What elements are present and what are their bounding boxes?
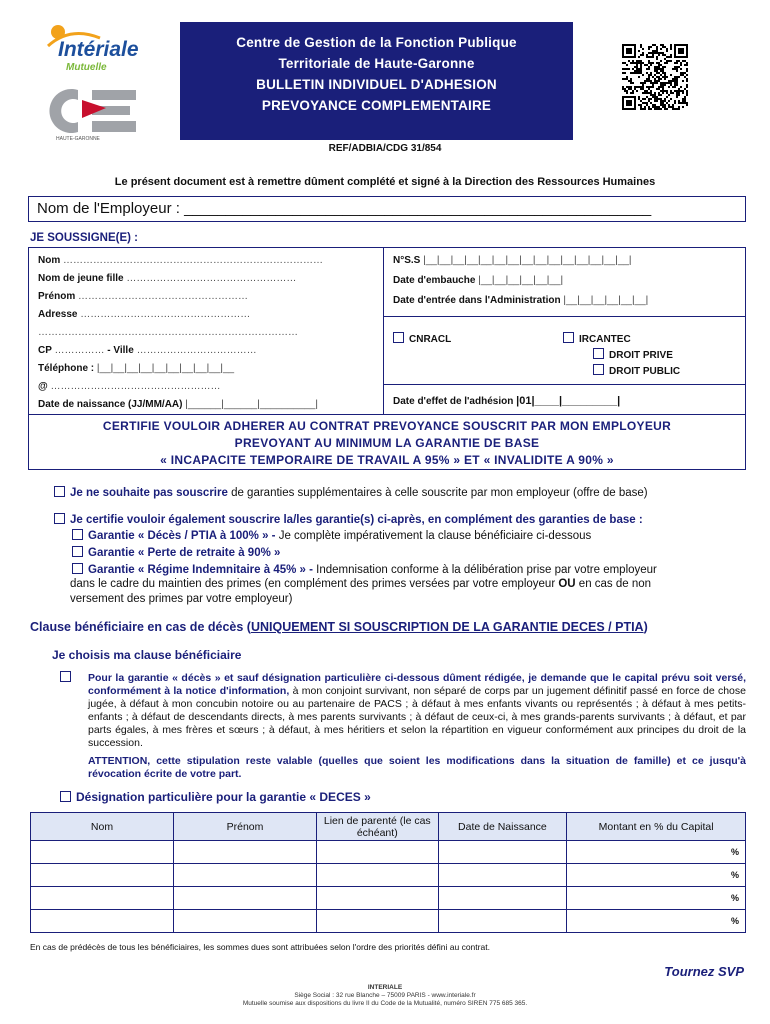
cg31-logo (48, 88, 146, 142)
option-yes-subscription[interactable] (54, 513, 643, 526)
no-sub-rest: de garanties supplémentaires à celle souscrite par mon employeur (offre de base) (227, 487, 648, 499)
cnracl-label: CNRACL (409, 334, 452, 345)
clause-paragraph (88, 672, 746, 750)
turn-over-note: Tournez SVP (664, 964, 744, 979)
col-prenom: Prénom (174, 813, 317, 841)
cnracl-checkbox[interactable] (393, 332, 451, 345)
no-sub-bold: Je ne souhaite pas souscrire (70, 487, 228, 499)
ircantec-checkbox[interactable] (563, 332, 631, 345)
no-sub-checkbox[interactable] (54, 486, 65, 497)
svg-text:Intériale: Intériale (58, 38, 139, 61)
certif-line-2: PREVOYANT AU MINIMUM LA GARANTIE DE BASE (234, 436, 540, 450)
col-montant: Montant en % du Capital (567, 813, 746, 841)
embauche-boxes: |__|__|__|__|__|__| (478, 275, 564, 286)
intro-text: Le présent document est à remettre dûment complété et signé à la Direction des Ressources Humaines (114, 176, 656, 188)
g3-rest-3: versement des primes par votre employeur) (70, 593, 293, 605)
adresse-label: Adresse (38, 309, 78, 320)
cp-ville-field[interactable] (38, 345, 257, 356)
header-title-box (180, 22, 573, 140)
g3-rest-1: Indemnisation conforme à la délibération prise par votre employeur (312, 564, 657, 576)
clause-standard-checkbox[interactable] (60, 671, 76, 684)
header-line-4: PREVOYANCE COMPLEMENTAIRE (261, 98, 492, 113)
email-dots: …………………………………………… (50, 381, 221, 392)
cnracl-box[interactable] (393, 332, 404, 343)
adresse-dots-2: …………………………………………………………………… (38, 327, 298, 338)
g3-ou: OU (558, 578, 576, 590)
nom-dots: …………………………………………………………………… (63, 255, 324, 266)
identity-form (28, 247, 746, 415)
email-field[interactable] (38, 381, 221, 392)
beneficiary-table (30, 812, 746, 933)
g1-rest: Je complète impérativement la clause bénéficiaire ci-dessous (275, 530, 592, 542)
footer-line-2: Siège Social : 32 rue Blanche – 75009 PARIS - www.interiale.fr (294, 992, 476, 999)
droit-public-box[interactable] (593, 364, 604, 375)
telephone-field[interactable] (38, 363, 234, 374)
montant-cell[interactable]: % (567, 887, 746, 910)
designation-label: Désignation particulière pour la garantie « DECES » (76, 790, 371, 804)
clause-choose: Je choisis ma clause bénéficiaire (52, 648, 242, 662)
cp-dots: …………… (54, 345, 105, 356)
naissance-boxes: |______|______|__________| (185, 399, 319, 410)
garantie-deces-option[interactable] (72, 529, 591, 542)
nss-boxes: |__|__|__|__|__|__|__|__|__|__|__|__|__|__|__| (423, 255, 632, 266)
col-date-naissance: Date de Naissance (438, 813, 567, 841)
table-row[interactable] (31, 864, 746, 887)
clause-standard-box[interactable] (60, 671, 71, 682)
clause-title (30, 620, 648, 634)
montant-cell[interactable]: % (567, 910, 746, 933)
ville-label: - Ville (107, 345, 134, 356)
designation-option[interactable] (60, 790, 371, 804)
table-header-row (31, 813, 746, 841)
effet-label: Date d'effet de l'adhésion (393, 396, 514, 407)
droit-public-checkbox[interactable] (593, 364, 680, 377)
g2-bold: Garantie « Perte de retraite à 90% » (88, 547, 281, 559)
montant-cell[interactable]: % (567, 864, 746, 887)
footer-line-1: INTERIALE (367, 984, 403, 991)
regime-checkbox[interactable] (72, 563, 83, 574)
nss-field[interactable] (393, 255, 632, 266)
clause-title-text: Clause bénéficiaire en cas de décès ( (30, 620, 251, 634)
g1-bold: Garantie « Décès / PTIA à 100% » - (88, 530, 276, 542)
qr-code (622, 44, 688, 110)
embauche-label: Date d'embauche (393, 275, 476, 286)
interiale-logo (40, 20, 160, 80)
header-line-1: Centre de Gestion de la Fonction Publique (236, 35, 517, 50)
svg-text:HAUTE-GARONNE: HAUTE-GARONNE (56, 136, 100, 142)
adresse-dots: …………………………………………… (80, 309, 251, 320)
prenom-field[interactable] (38, 291, 248, 302)
clause-para-bold: Pour la garantie « décès » et sauf désignation particulière ci-dessous dûment rédigée, je demande que le capital prévu soit versé, conformément à la notice d'information, (88, 672, 746, 697)
option-no-subscription[interactable] (54, 486, 648, 499)
g3-rest-2: dans le cadre du maintien des primes (en complément des primes versées par votre employeur (70, 578, 556, 590)
right-divider-2 (384, 384, 745, 385)
table-row[interactable] (31, 841, 746, 864)
clause-title-underlined: UNIQUEMENT SI SOUSCRIPTION DE LA GARANTIE DECES / PTIA (250, 620, 644, 634)
retraite-checkbox[interactable] (72, 546, 83, 557)
embauche-field[interactable] (393, 275, 563, 286)
nom-jeune-fille-field[interactable] (38, 273, 296, 284)
effet-value: |01|____|_________| (516, 395, 621, 407)
naissance-label: Date de naissance (JJ/MM/AA) (38, 399, 183, 410)
g3-bold: Garantie « Régime Indemnitaire à 45% » - (88, 564, 313, 576)
footer-line-3: Mutuelle soumise aux dispositions du livre II du Code de la Mutualité, numéro SIREN 775 685 365. (242, 1000, 528, 1007)
table-row[interactable] (31, 887, 746, 910)
form-divider (383, 248, 384, 414)
effet-field[interactable] (393, 395, 620, 407)
clause-attention: ATTENTION, cette stipulation reste valable (quelles que soient les modifications dans la situation de famille) et ce jusqu'à révocation écrite de votre part. (88, 755, 746, 780)
footnote: En cas de prédécès de tous les bénéficiaires, les sommes dues sont attribuées selon l'ordre des priorités défini au contrat. (30, 942, 490, 952)
entree-field[interactable] (393, 295, 648, 306)
right-divider-1 (384, 316, 745, 317)
ville-dots: ……………………………… (136, 345, 257, 356)
prenom-dots: …………………………………………… (78, 291, 249, 302)
footer (0, 984, 770, 1008)
droit-prive-box[interactable] (593, 348, 604, 359)
employer-label: Nom de l'Employeur : (37, 200, 180, 217)
employer-field[interactable] (28, 196, 746, 222)
cp-label: CP (38, 345, 52, 356)
email-label: @ (38, 381, 48, 392)
certif-line-1: CERTIFIE VOULOIR ADHERER AU CONTRAT PREVOYANCE SOUSCRIT PAR MON EMPLOYEUR (102, 419, 672, 433)
garantie-retraite-option[interactable] (72, 546, 280, 559)
ircantec-label: IRCANTEC (579, 334, 631, 345)
yes-sub-checkbox[interactable] (54, 513, 65, 524)
montant-cell[interactable]: % (567, 841, 746, 864)
employer-blank: ________________________________________________________ (184, 200, 652, 217)
nom-field[interactable] (38, 255, 323, 266)
clause-para-rest: à mon conjoint survivant, non séparé de corps par un jugement définitif passé en force de chose jugée, à défaut à mon concubin notoire ou au partenaire de PACS ; à défaut à mes enfants vivants ou représentés ; à défaut à mes petits-enfants ; à défaut de descendants directs, à mes parents survivants ; à défaut de ceux-ci, à mes grands-parents survivants ; à défaut, et par parts égales, à mes frères et sœurs ; à défaut, à mes héritiers et selon la répartition en vigueur conformément aux principes du droit de la succession. (88, 685, 746, 749)
reference-code: REF/ADBIA/CDG 31/854 (328, 143, 442, 154)
adresse-field[interactable] (38, 309, 250, 320)
telephone-label: Téléphone : (38, 363, 95, 374)
designation-checkbox[interactable] (60, 791, 71, 802)
entree-label: Date d'entrée dans l'Administration (393, 295, 561, 306)
table-row[interactable] (31, 910, 746, 933)
certif-line-3: « INCAPACITE TEMPORAIRE DE TRAVAIL A 95% » ET « INVALIDITE A 90% » (160, 453, 614, 467)
adresse-line-2[interactable] (38, 327, 298, 338)
droit-prive-label: DROIT PRIVE (609, 350, 673, 361)
deces-checkbox[interactable] (72, 529, 83, 540)
garantie-regime-option[interactable] (72, 563, 657, 576)
header-line-3: BULLETIN INDIVIDUEL D'ADHESION (256, 77, 497, 92)
garantie-regime-line-3 (70, 593, 292, 605)
col-lien: Lien de parenté (le cas échéant) (317, 813, 439, 841)
droit-public-label: DROIT PUBLIC (609, 366, 681, 377)
header-line-2: Territoriale de Haute-Garonne (278, 56, 475, 71)
garantie-regime-line-2 (70, 578, 651, 590)
nss-label: N°S.S (393, 255, 421, 266)
naissance-field[interactable] (38, 399, 318, 410)
yes-sub-label: Je certifie vouloir également souscrire la/les garantie(s) ci-après, en complément des garanties de base : (70, 514, 643, 526)
certification-box (28, 415, 746, 470)
soussigne-heading: JE SOUSSIGNE(E) : (30, 232, 138, 244)
njf-dots: …………………………………………… (126, 273, 297, 284)
telephone-boxes: |__|__|__|__|__|__|__|__|__|__ (96, 363, 235, 374)
ircantec-box[interactable] (563, 332, 574, 343)
svg-text:Mutuelle: Mutuelle (66, 62, 107, 73)
prenom-label: Prénom (38, 291, 76, 302)
clause-title-end: ) (643, 620, 648, 634)
nom-label: Nom (38, 255, 61, 266)
nom-jeune-fille-label: Nom de jeune fille (38, 273, 124, 284)
col-nom: Nom (31, 813, 174, 841)
g3-rest-2b: en cas de non (575, 578, 652, 590)
entree-boxes: |__|__|__|__|__|__| (563, 295, 649, 306)
droit-prive-checkbox[interactable] (593, 348, 673, 361)
